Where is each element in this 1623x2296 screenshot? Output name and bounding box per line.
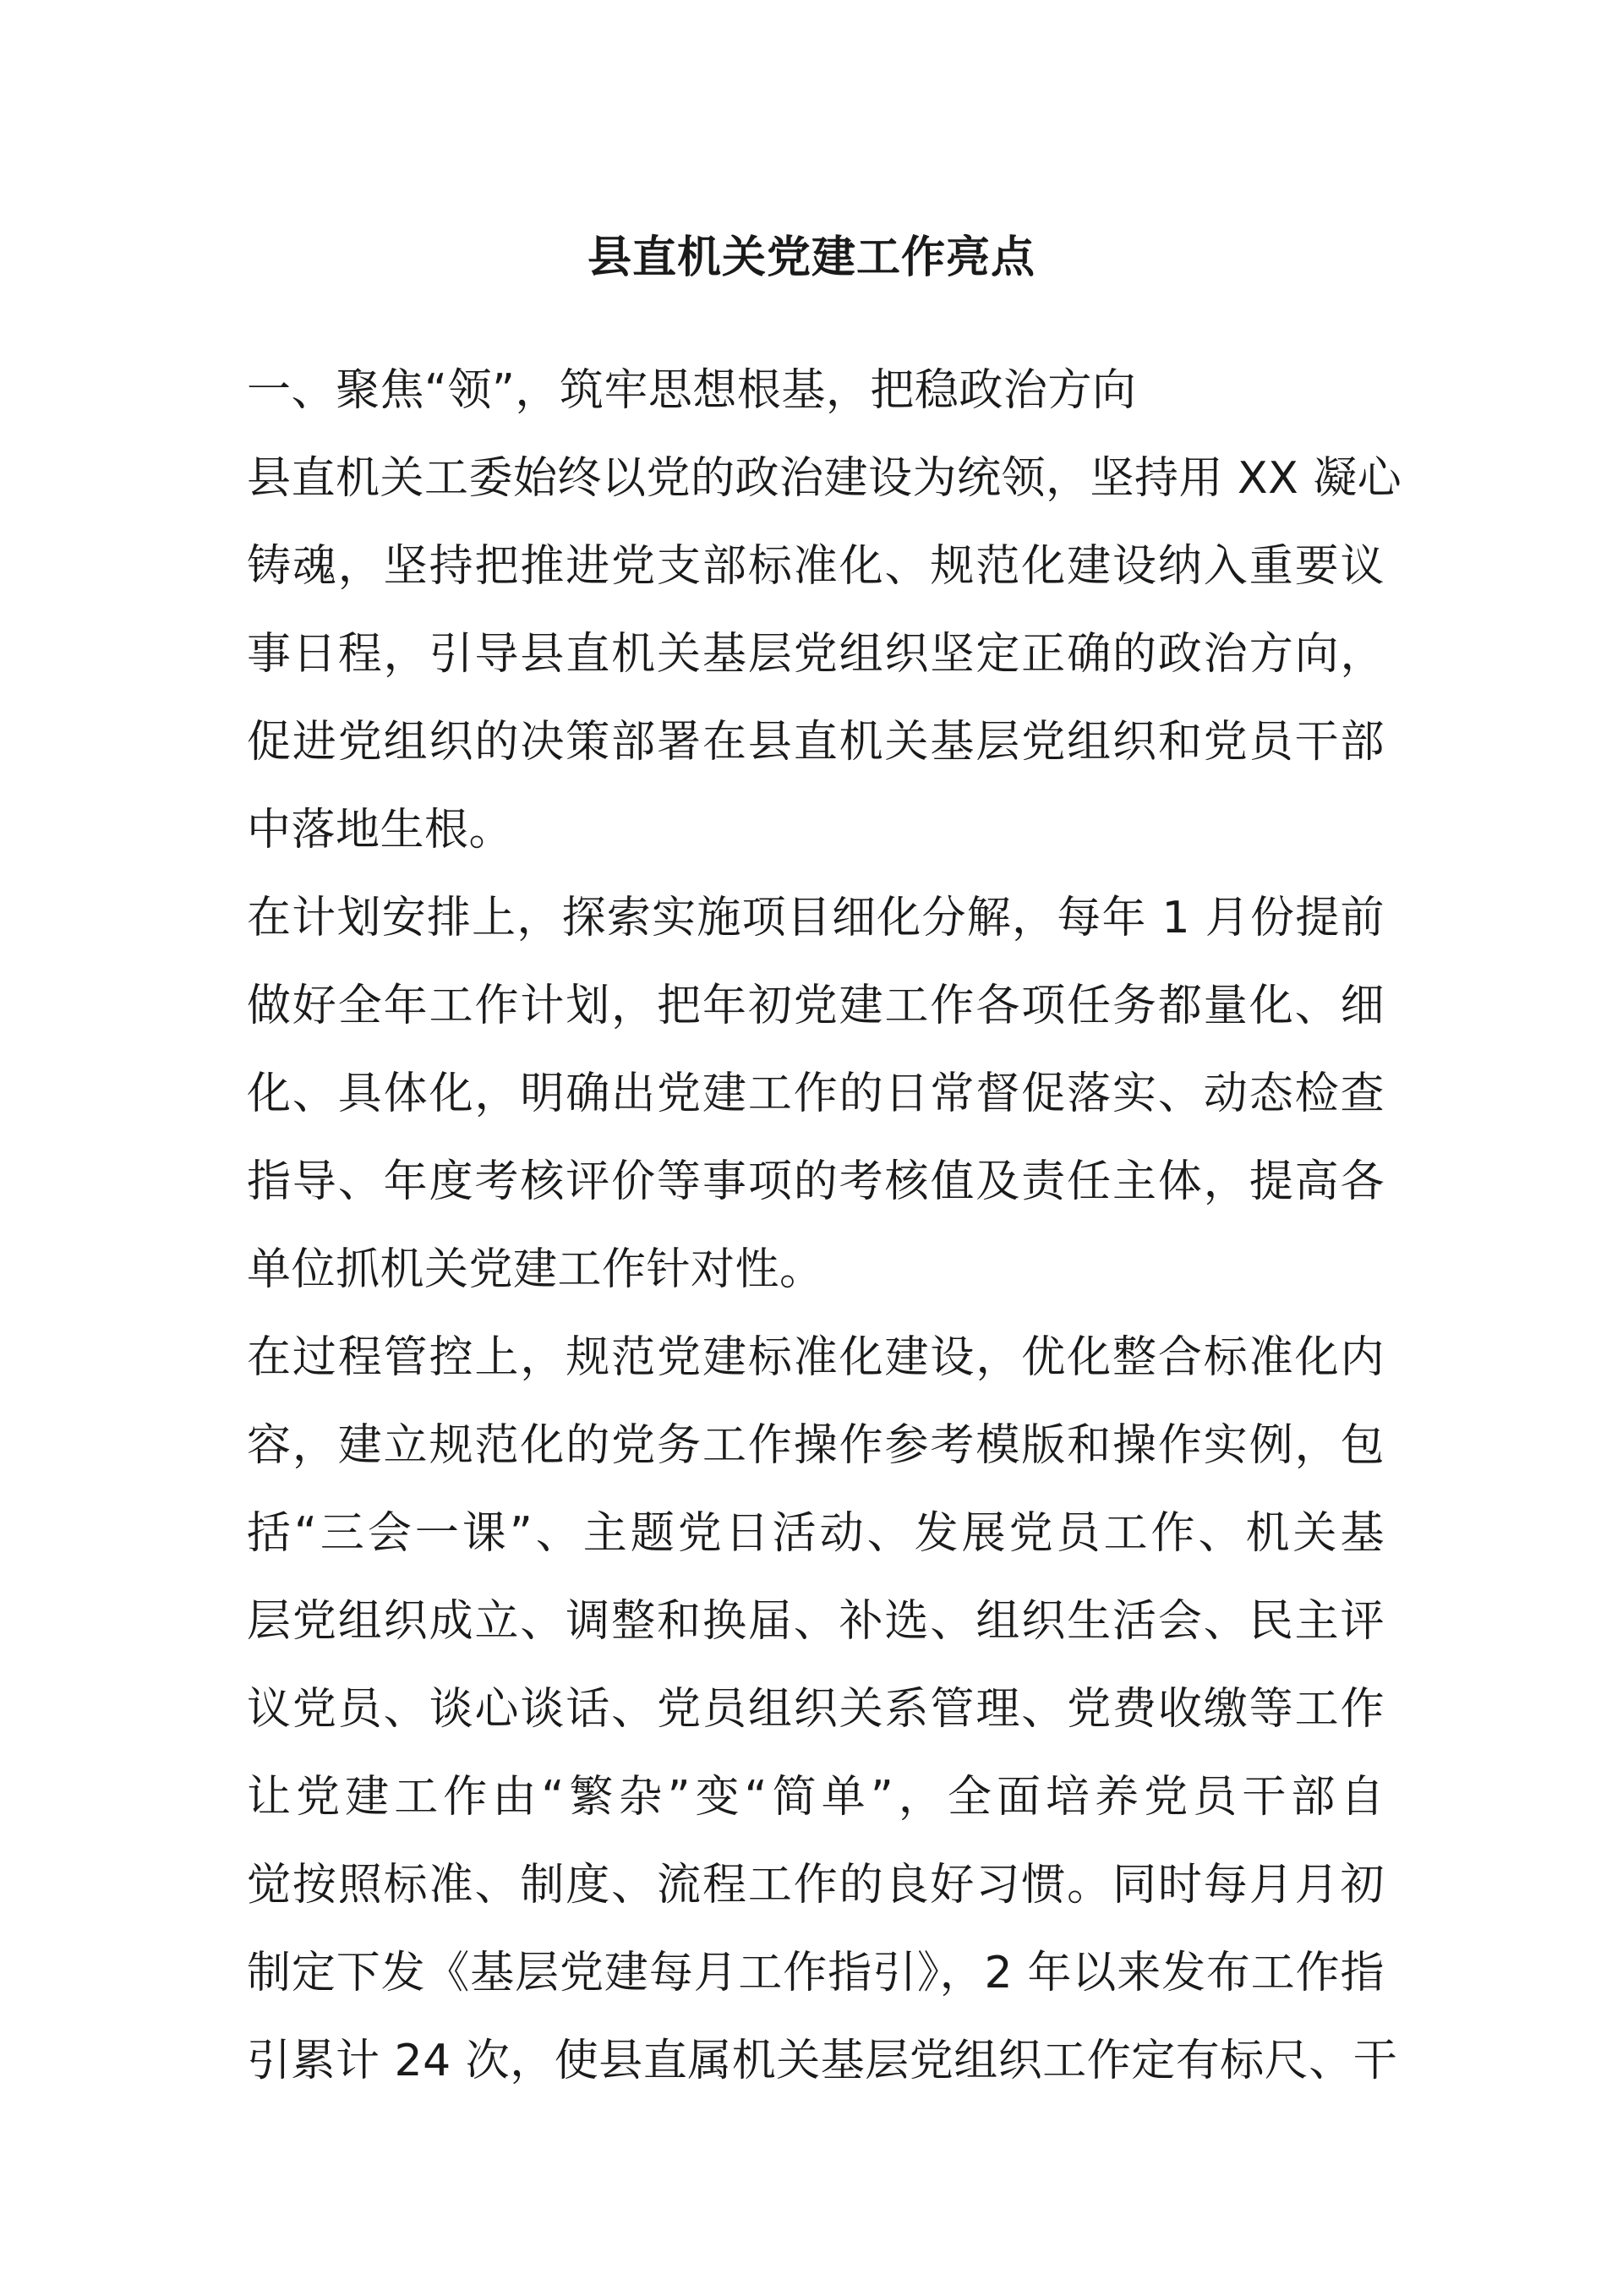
paragraph-line: 让党建工作由“繁杂”变“简单”，全面培养党员干部自 [247,1772,1385,1823]
paragraph-line: 制定下发《基层党建每月工作指引》，2 年以来发布工作指 [247,1948,1385,1998]
paragraph-line: 铸魂，坚持把推进党支部标准化、规范化建设纳入重要议 [247,541,1385,592]
paragraph-line: 县直机关工委始终以党的政治建设为统领，坚持用 XX 凝心 [247,453,1402,504]
paragraph-line: 单位抓机关党建工作针对性。 [247,1244,824,1295]
paragraph-line: 中落地生根。 [247,805,514,856]
section-heading: 一、聚焦“领”，筑牢思想根基，把稳政治方向 [247,365,1137,416]
paragraph-line: 觉按照标准、制度、流程工作的良好习惯。同时每月月初 [247,1860,1385,1911]
paragraph-line: 化、具体化，明确出党建工作的日常督促落实、动态检查 [247,1069,1385,1119]
paragraph-line: 议党员、谈心谈话、党员组织关系管理、党费收缴等工作 [247,1684,1385,1735]
paragraph-line: 事日程，引导县直机关基层党组织坚定正确的政治方向， [247,629,1385,680]
paragraph-line: 做好全年工作计划，把年初党建工作各项任务都量化、细 [247,981,1385,1031]
paragraph-line: 容，建立规范化的党务工作操作参考模版和操作实例，包 [247,1420,1385,1471]
document-body [247,347,1402,2105]
paragraph-line: 引累计 24 次，使县直属机关基层党组织工作定有标尺、干 [247,2036,1398,2086]
paragraph-line: 层党组织成立、调整和换届、补选、组织生活会、民主评 [247,1596,1385,1647]
paragraph-line: 括“三会一课”、主题党日活动、发展党员工作、机关基 [247,1508,1385,1559]
paragraph-line: 在计划安排上，探索实施项目细化分解，每年 1 月份提前 [247,893,1385,943]
document-title: 县直机关党建工作亮点 [587,232,1036,283]
paragraph-line: 促进党组织的决策部署在县直机关基层党组织和党员干部 [247,717,1385,768]
paragraph-line: 指导、年度考核评价等事项的考核值及责任主体，提高各 [247,1156,1385,1207]
paragraph-line: 在过程管控上，规范党建标准化建设，优化整合标准化内 [247,1332,1385,1383]
